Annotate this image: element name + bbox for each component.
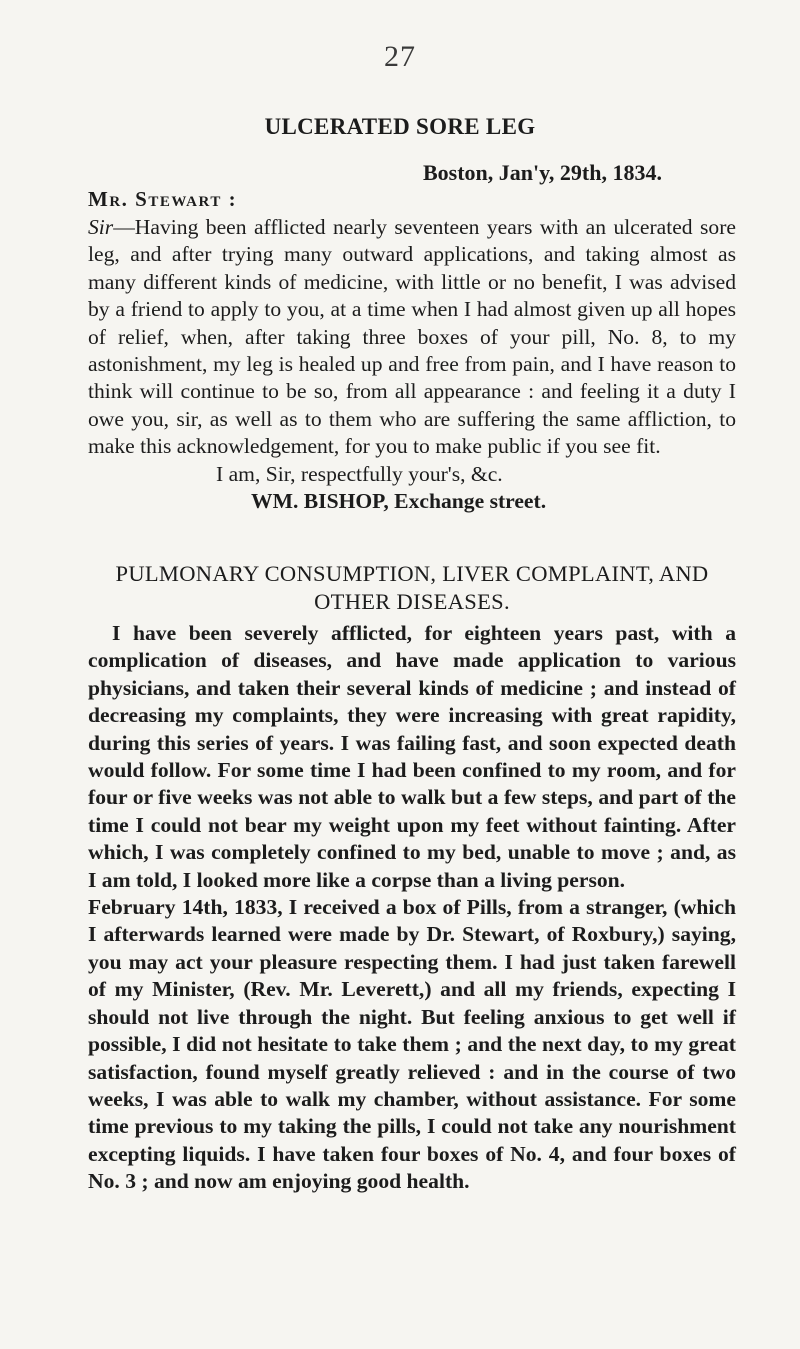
letter-greeting: Sir	[88, 215, 114, 239]
page-number: 27	[384, 40, 416, 73]
testimonial-paragraph-1: I have been severely afflicted, for eighteen years past, with a complication of diseases, and have made application to various physicians, and taken their several kinds of medicine ; and instead of decreasing my complaints, they were increasing with great rapidity, during this series of years. I was failing fast, and soon expected death would follow. For some time I had been confined to my room, and for four or five weeks was not able to walk but a few steps, and part of the time I could not bear my weight upon my feet without fainting. After which, I was completely confined to my bed, unable to move ; and, as I am told, I looked more like a corpse than a living person.	[88, 621, 736, 892]
letter-closing: I am, Sir, respectfully your's, &c.	[216, 461, 503, 486]
section-heading-pulmonary-consumption: PULMONARY CONSUMPTION, LIVER COMPLAINT, AND OTHER DISEASES.	[115, 561, 709, 614]
testimonial-pulmonary	[88, 620, 736, 1196]
section-heading-ulcerated-sore-leg: ULCERATED SORE LEG	[264, 114, 536, 139]
letter-bishop	[88, 214, 736, 515]
testimonial-paragraph-2: February 14th, 1833, I received a box of Pills, from a stranger, (which I afterwards learned were made by Dr. Stewart, of Roxbury,) saying, you may act your pleasure respecting them. I had just taken farewell of my Minister, (Rev. Mr. Leverett,) and all my friends, expecting I should not live through the night. But feeling anxious to get well if possible, I did not hesitate to take them ; and the next day, to my great satisfaction, found myself greatly relieved : and in the course of two weeks, I was able to walk my chamber, without assistance. For some time previous to my taking the pills, I could not take any nourishment excepting liquids. I have taken four boxes of No. 4, and four boxes of No. 3 ; and now am enjoying good health.	[88, 895, 736, 1194]
letter-salutation: Mr. Stewart :	[88, 187, 238, 211]
letter-signature: WM. BISHOP, Exchange street.	[251, 489, 547, 514]
letter-bishop-body	[88, 214, 736, 461]
letter-dateline: Boston, Jan'y, 29th, 1834.	[423, 160, 662, 185]
letter-bishop-text: —Having been afflicted nearly seventeen years with an ulcerated sore leg, and after trying many outward applications, and taking almost as many different kinds of medicine, with little or no benefit, I was advised by a friend to apply to you, at a time when I had almost given up all hopes of relief, when, after taking three boxes of your pill, No. 8, to my astonishment, my leg is healed up and free from pain, and I have reason to think will continue to be so, from all appearance : and feeling it a duty I owe you, sir, as well as to them who are suffering the same affliction, to make this acknowledgement, for you to make public if you see fit.	[88, 215, 736, 459]
